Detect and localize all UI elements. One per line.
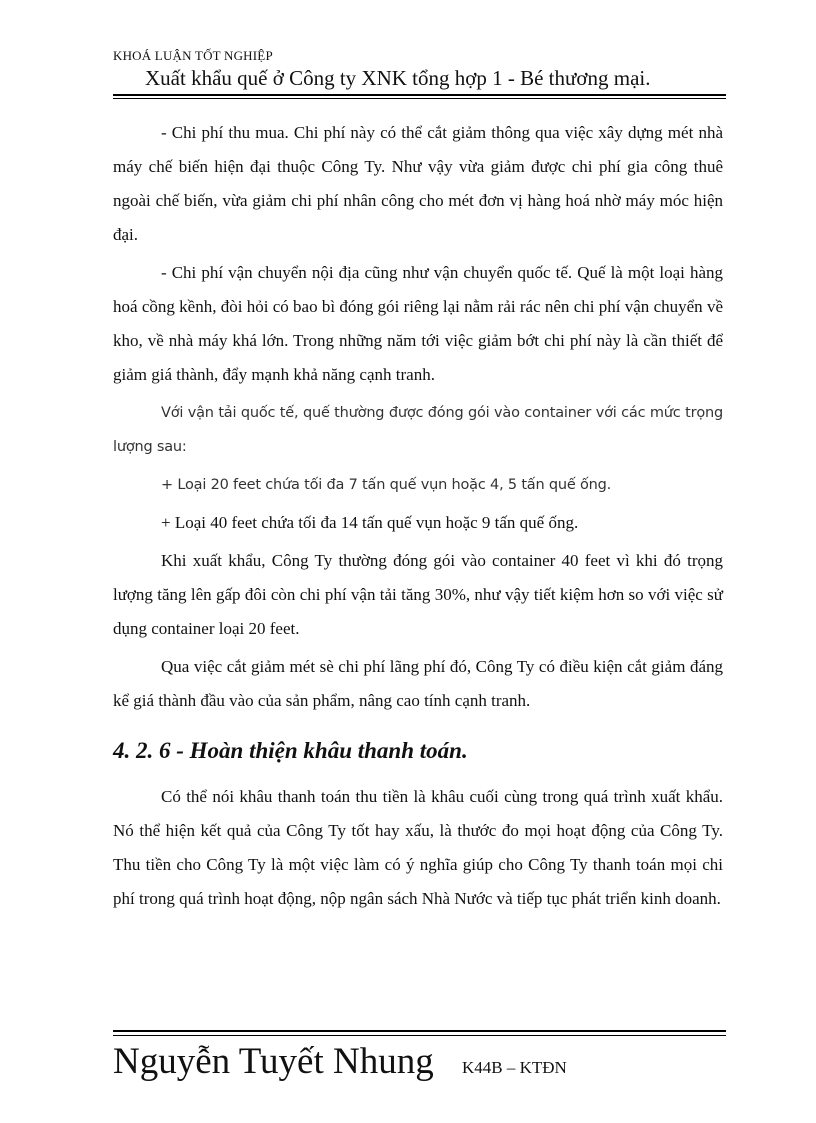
footer-rule-thin: [113, 1035, 726, 1036]
paragraph-export-packing: Khi xuất khẩu, Công Ty thường đóng gói vào container 40 feet vì khi đó trọng lượng tăng lên gấp đôi còn chi phí vận tải tăng 30%, như vậy tiết kiệm hơn so với việc sử dụng container loại 20 feet.: [113, 551, 723, 638]
header-label: KHOÁ LUẬN TỐT NGHIỆP: [113, 48, 273, 63]
list-item-40-feet: + Loại 40 feet chứa tối đa 14 tấn quế vụn hoặc 9 tấn quế ống.: [161, 513, 579, 532]
paragraph-international-transport: Với vận tải quốc tế, quế thường được đóng gói vào container với các mức trọng lượng sau:: [113, 405, 723, 455]
paragraph-payment: Có thể nói khâu thanh toán thu tiền là khâu cuối cùng trong quá trình xuất khẩu. Nó thể hiện kết quả của Công Ty tốt hay xấu, là thước đo mọi hoạt động của Công Ty. Thu tiền cho Công Ty là một việc làm có ý nghĩa giúp cho Công Ty thanh toán mọi chi phí trong quá trình hoạt động, nộp ngân sách Nhà Nước và tiếp tục phát triển kinh doanh.: [113, 787, 723, 908]
header-rule: [113, 94, 726, 96]
header-rule-thin: [113, 98, 726, 99]
footer-author: Nguyễn Tuyết Nhung: [113, 1041, 434, 1082]
paragraph-purchase-cost: - Chi phí thu mua. Chi phí này có thể cắt giảm thông qua việc xây dựng mét nhà máy chế biến hiện đại thuộc Công Ty. Như vậy vừa giảm được chi phí gia công thuê ngoài chế biến, vừa giảm chi phí nhân công cho mét đơn vị hàng hoá nhờ máy móc hiện đại.: [113, 123, 723, 244]
paragraph-transport-cost: - Chi phí vận chuyển nội địa cũng như vận chuyển quốc tế. Quế là một loại hàng hoá cồng kềnh, đòi hỏi có bao bì đóng gói riêng lại nằm rải rác nên chi phí vận chuyển về kho, về nhà máy khá lớn. Trong những năm tới việc giảm bớt chi phí này là cần thiết để giảm giá thành, đẩy mạnh khả năng cạnh tranh.: [113, 263, 723, 384]
footer-rule: [113, 1030, 726, 1032]
paragraph-cost-reduction: Qua việc cắt giảm mét sè chi phí lãng phí đó, Công Ty có điều kiện cắt giảm đáng kể giá thành đầu vào của sản phẩm, nâng cao tính cạnh tranh.: [113, 657, 723, 710]
footer-class: K44B – KTĐN: [462, 1058, 567, 1077]
document-body: [113, 116, 723, 916]
section-heading: 4. 2. 6 - Hoàn thiện khâu thanh toán.: [113, 738, 468, 763]
header-title: Xuất khẩu quế ở Công ty XNK tổng hợp 1 - Bé thương mại.: [145, 66, 651, 90]
list-item-20-feet: + Loại 20 feet chứa tối đa 7 tấn quế vụn hoặc 4, 5 tấn quế ống.: [161, 477, 612, 493]
